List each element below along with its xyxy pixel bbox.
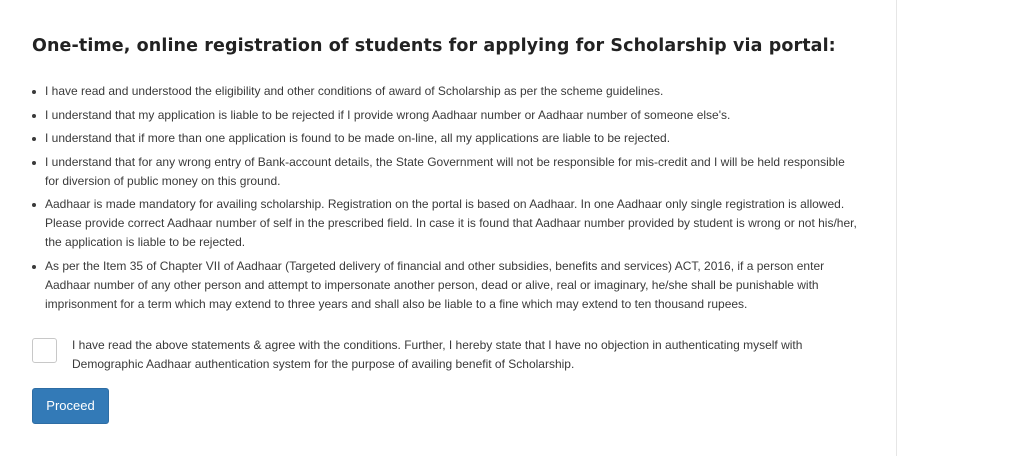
consent-checkbox[interactable] [32,338,57,363]
bullet-icon [32,90,36,94]
declaration-text: I understand that if more than one application is found to be made on-line, all my applications are liable to be rejected. [45,131,671,145]
declaration-item [32,106,862,125]
declaration-text: I understand that for any wrong entry of Bank-account details, the State Government will not be responsible for mis-credit and I will be held responsible for diversion of public money on this ground. [45,154,845,188]
declaration-text: I understand that my application is liable to be rejected if I provide wrong Aadhaar number or Aadhaar number of someone else's. [45,107,731,122]
bullet-icon [32,137,36,141]
declaration-item [32,129,862,148]
declaration-text: I have read and understood the eligibility and other conditions of award of Scholarship as per the scheme guidelines. [45,84,664,98]
declaration-item [32,82,862,101]
declaration-list [32,82,862,318]
right-margin [897,0,1024,456]
declaration-item [32,153,862,191]
declaration-text: As per the Item 35 of Chapter VII of Aadhaar (Targeted delivery of financial and other subsidies, benefits and services) ACT, 2016, if a person enter Aadhaar number of any other person and attempt to impersonate another person, dead or alive, real or imaginary, he/she shall be punishable with imprisonment for a term which may extend to three years and shall also be liable to a fine which may extend to ten thousand rupees. [45,258,825,311]
declaration-item [32,257,862,314]
bullet-icon [32,265,36,269]
declaration-item [32,195,862,252]
declaration-text: Aadhaar is made mandatory for availing scholarship. Registration on the portal is based on Aadhaar. In one Aadhaar only single registration is allowed. Please provide correct Aadhaar number of self in the prescribed field. In case it is found that Aadhaar number provided by student is wrong or not his/her, the application is liable to be rejected. [45,197,857,249]
bullet-icon [32,114,36,118]
bullet-icon [32,203,36,207]
page-title: One-time, online registration of students for applying for Scholarship via portal: [32,36,836,56]
proceed-button[interactable]: Proceed [32,388,109,424]
bullet-icon [32,161,36,165]
consent-label: I have read the above statements & agree with the conditions. Further, I hereby state that I have no objection in authenticating myself with Demographic Aadhaar authentication system for the purpose of availing benefit of Scholarship. [72,338,803,371]
